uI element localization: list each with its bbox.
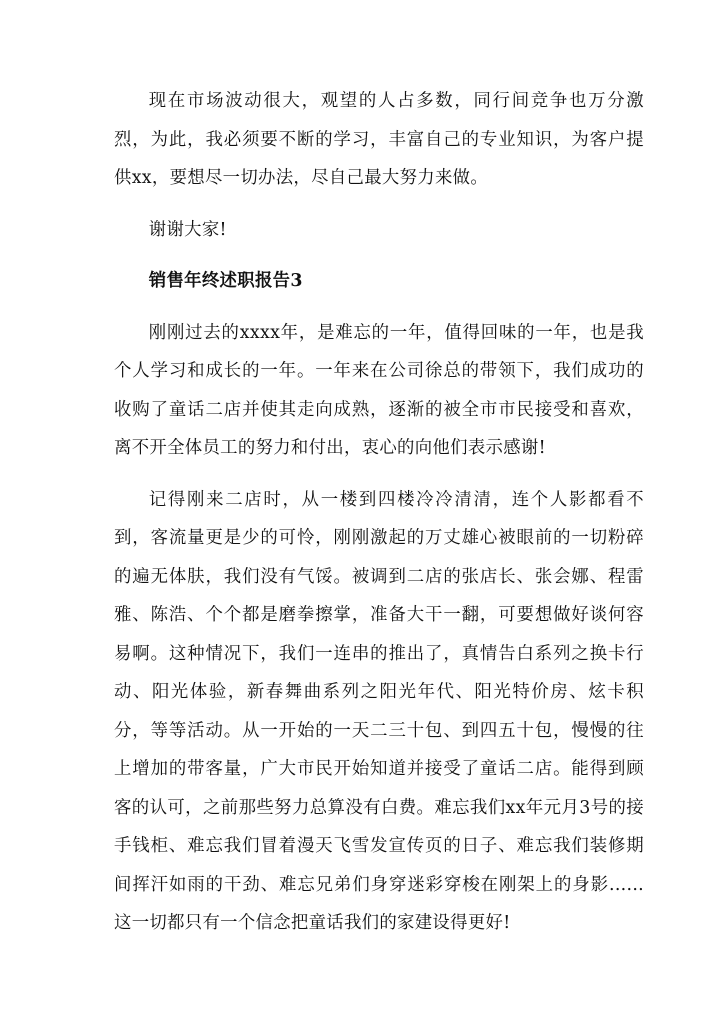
paragraph-gap [114,198,644,211]
section-heading: 销售年终述职报告3 [148,271,303,291]
paragraph-review: 刚刚过去的xxxx年，是难忘的一年，值得回味的一年，也是我个人学习和成长的一年。一年来在公司徐总的带领下，我们成功的收购了童话二店并使其走向成熟，逐渐的被全市市民接受和喜欢，离不开全体员工的努力和付出，衷心的向他们表示感谢! [114,322,644,458]
paragraph-market: 现在市场波动很大，观望的人占多数，同行间竞争也万分激烈，为此，我必须要不断的学习，丰富自己的专业知识，为客户提供xx，要想尽一切办法，尽自己最大努力来做。 [114,91,644,188]
paragraph-gap [114,249,644,262]
paragraph-gap [114,301,644,314]
document-body [114,82,644,943]
paragraph-thanks: 谢谢大家! [148,219,227,240]
paragraph-gap [114,468,644,481]
paragraph-memories: 记得刚来二店时，从一楼到四楼冷冷清清，连个人影都看不到，客流量更是少的可怜，刚刚激起的万丈雄心被眼前的一切粉碎的遍无体肤，我们没有气馁。被调到二店的张店长、张会娜、程雷雅、陈浩、个个都是磨拳擦掌，准备大干一翻，可要想做好谈何容易啊。这种情况下，我们一连串的推出了，真情告白系列之换卡行动、阳光体验，新春舞曲系列之阳光年代、阳光特价房、炫卡积分，等等活动。从一开始的一天二三十包、到四五十包，慢慢的往上增加的带客量，广大市民开始知道并接受了童话二店。能得到顾客的认可，之前那些努力总算没有白费。难忘我们xx年元月3号的接手钱柜、难忘我们冒着漫天飞雪发宣传页的日子、难忘我们装修期间挥汗如雨的干劲、难忘兄弟们身穿迷彩穿梭在刚架上的身影......这一切都只有一个信念把童话我们的家建设得更好! [114,489,644,933]
